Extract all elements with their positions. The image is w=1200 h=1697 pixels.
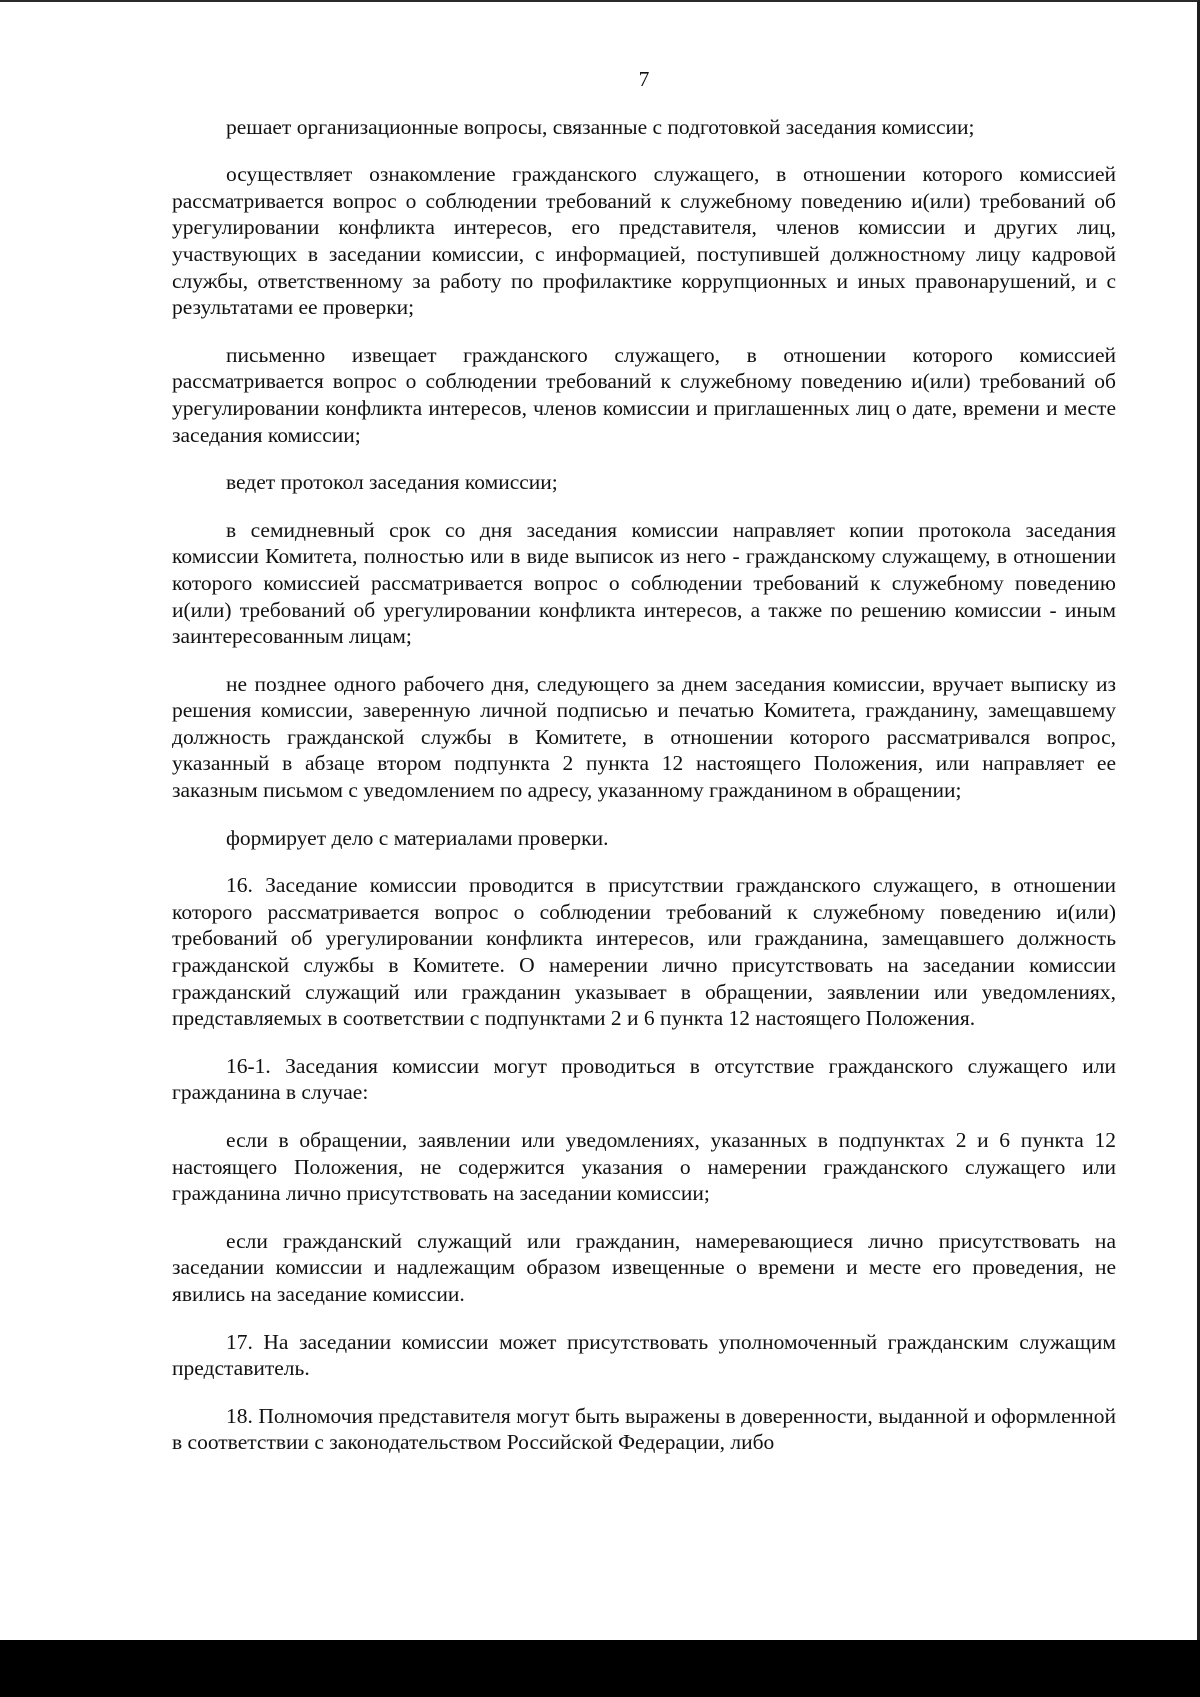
paragraph-1: решает организационные вопросы, связанные с подготовкой заседания комиссии;	[226, 114, 975, 139]
page-number: 7	[638, 67, 650, 91]
paragraph-item-18: 18. Полномочия представителя могут быть выражены в доверенности, выданной и оформленной в соответствии с законодательством Российской Федерации, либо	[172, 1403, 1116, 1455]
paragraph-item-16-1: 16-1. Заседания комиссии могут проводиться в отсутствие гражданского служащего или гражданина в случае:	[172, 1053, 1116, 1105]
paragraph-5: в семидневный срок со дня заседания комиссии направляет копии протокола заседания комиссии Комитета, полностью или в виде выписок из него - гражданскому служащему, в отношении которого комиссией рассматривается вопрос о соблюдении требований к служебному поведению и(или) требований об урегулировании конфликта интересов, а также по решению комиссии - иным заинтересованным лицам;	[172, 517, 1116, 649]
paragraph-3: письменно извещает гражданского служащего, в отношении которого комиссией рассматривается вопрос о соблюдении требований к служебному поведению и(или) требований об урегулировании конфликта интересов, членов комиссии и приглашенных лиц о дате, времени и месте заседания комиссии;	[172, 342, 1116, 447]
paragraph-6: не позднее одного рабочего дня, следующего за днем заседания комиссии, вручает выписку из решения комиссии, заверенную личной подписью и печатью Комитета, гражданину, замещавшему должность гражданской службы в Комитете, в отношении которого рассматривался вопрос, указанный в абзаце втором подпункта 2 пункта 12 настоящего Положения, или направляет ее заказным письмом с уведомлением по адресу, указанному гражданином в обращении;	[172, 671, 1116, 803]
paragraph-item-16: 16. Заседание комиссии проводится в присутствии гражданского служащего, в отношении которого рассматривается вопрос о соблюдении требований к служебному поведению и(или) требований об урегулировании конфликта интересов, или гражданина, замещавшего должность гражданской службы в Комитете. О намерении лично присутствовать на заседании комиссии гражданский служащий или гражданин указывает в обращении, заявлении или уведомлениях, представляемых в соответствии с подпунктами 2 и 6 пункта 12 настоящего Положения.	[172, 873, 1116, 1031]
scan-bottom-border	[0, 1640, 1200, 1697]
paragraph-10: если в обращении, заявлении или уведомлениях, указанных в подпунктах 2 и 6 пункта 12 настоящего Положения, не содержится указания о намерении гражданского служащего или гражданина лично присутствовать на заседании комиссии;	[172, 1128, 1116, 1206]
paragraph-2: осуществляет ознакомление гражданского служащего, в отношении которого комиссией рассматривается вопрос о соблюдении требований к служебному поведению и(или) требований об урегулировании конфликта интересов, его представителя, членов комиссии и других лиц, участвующих в заседании комиссии, с информацией, поступившей должностному лицу кадровой службы, ответственному за работу по профилактике коррупционных и иных правонарушений, и с результатами ее проверки;	[172, 162, 1116, 320]
paragraph-11: если гражданский служащий или гражданин, намеревающиеся лично присутствовать на заседании комиссии и надлежащим образом извещенные о времени и месте его проведения, не явились на заседание комиссии.	[172, 1228, 1116, 1306]
document-body	[172, 66, 1116, 1477]
paragraph-4: ведет протокол заседания комиссии;	[226, 470, 558, 495]
paragraph-7: формирует дело с материалами проверки.	[226, 825, 609, 850]
paragraph-item-17: 17. На заседании комиссии может присутствовать уполномоченный гражданским служащим представитель.	[172, 1329, 1116, 1381]
